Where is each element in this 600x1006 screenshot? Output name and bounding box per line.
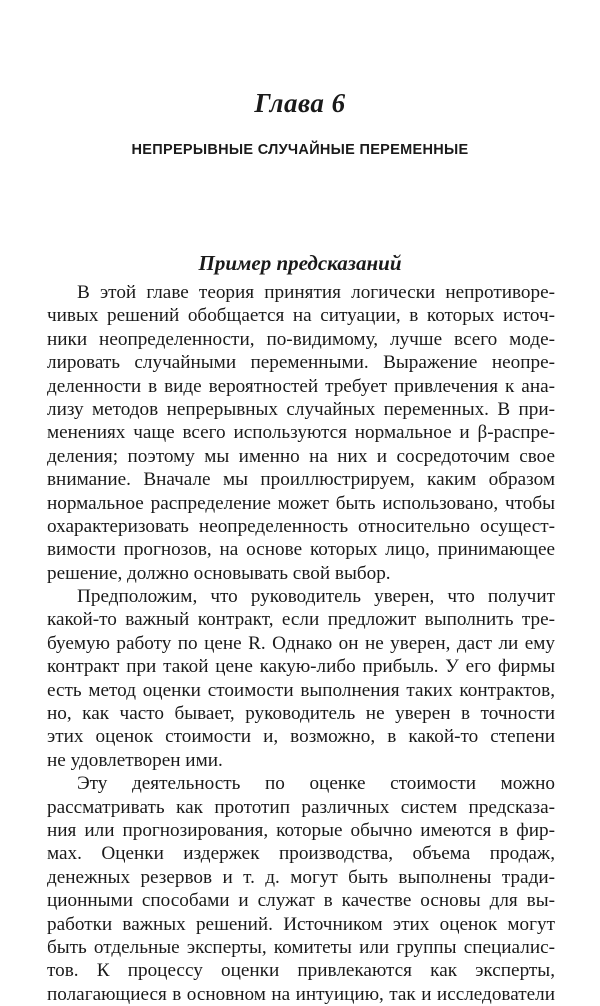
- text-line: В этой главе теория принятия логически непротиворе-: [77, 282, 555, 303]
- text-line: ционными способами и служат в качестве основы для вы-: [47, 890, 555, 912]
- text-line: деления; поэтому мы именно на них и сосредоточим свое: [47, 445, 555, 467]
- text-line: менениях чаще всего используются нормальное и β-распре-: [47, 422, 555, 444]
- text-line: этих оценок стоимости и, возможно, в какой-то степени: [47, 726, 555, 748]
- text-line: полагающиеся в основном на интуицию, так и исследователи: [47, 983, 555, 1005]
- text-line: ния или прогнозирования, которые обычно имеются в фир-: [47, 819, 555, 841]
- text-line: контракт при такой цене какую-либо прибыль. У его фирмы: [47, 656, 555, 678]
- text-line: не удовлетворен ими.: [47, 749, 223, 771]
- text-line: но, как часто бывает, руководитель не уверен в точности: [47, 703, 555, 725]
- section-title: Пример предсказаний: [198, 251, 402, 275]
- chapter-subtitle: НЕПРЕРЫВНЫЕ СЛУЧАЙНЫЕ ПЕРЕМЕННЫЕ: [131, 142, 469, 158]
- text-line: быть отдельные эксперты, комитеты или группы специалис-: [47, 936, 555, 958]
- text-line: буемую работу по цене R. Однако он не уверен, даст ли ему: [47, 632, 555, 654]
- chapter-title: Глава 6: [254, 88, 346, 118]
- text-line: денежных резервов и т. д. могут быть выполнены тради-: [47, 866, 555, 888]
- text-line: Эту деятельность по оценке стоимости можно: [77, 773, 555, 795]
- text-line: лизу методов непрерывных случайных переменных. В при-: [47, 398, 555, 420]
- text-line: решение, должно основывать свой выбор.: [47, 562, 391, 584]
- text-line: деленности в виде вероятностей требует привлечения к ана-: [47, 375, 555, 397]
- text-line: мах. Оценки издержек производства, объема продаж,: [47, 843, 555, 865]
- text-line: какой-то важный контракт, если предложит выполнить тре-: [47, 609, 555, 631]
- text-line: ники неопределенности, по-видимому, лучше всего моде-: [47, 328, 555, 350]
- text-line: Предположим, что руководитель уверен, что получит: [77, 586, 555, 608]
- text-line: лировать случайными переменными. Выражение неопре-: [47, 352, 555, 374]
- body-text: [47, 281, 555, 1006]
- text-line: рассматривать как прототип различных систем предсказа-: [47, 796, 555, 818]
- text-line: тов. К процессу оценки привлекаются как эксперты,: [47, 960, 555, 982]
- text-line: чивых решений обобщается на ситуации, в которых источ-: [47, 305, 555, 327]
- text-line: работки важных решений. Источником этих оценок могут: [47, 913, 555, 935]
- text-line: внимание. Вначале мы проиллюстрируем, каким образом: [47, 469, 555, 491]
- text-line: охарактеризовать неопределенность относительно осущест-: [47, 515, 555, 537]
- text-line: вимости прогнозов, на основе которых лицо, принимающее: [47, 539, 555, 561]
- text-line: нормальное распределение может быть использовано, чтобы: [47, 492, 555, 514]
- text-line: есть метод оценки стоимости выполнения таких контрактов,: [47, 679, 555, 701]
